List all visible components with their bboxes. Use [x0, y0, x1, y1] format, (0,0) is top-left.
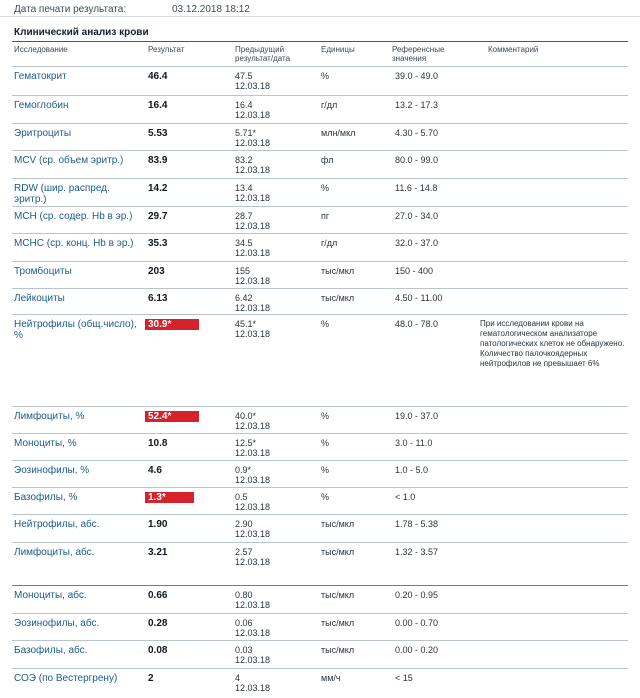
reference-range: 13.2 - 17.3 — [395, 100, 439, 110]
previous-date: 12.03.18 — [235, 529, 271, 539]
header-divider — [12, 41, 628, 42]
unit: тыс/мкл — [321, 618, 355, 628]
unit: пг — [321, 211, 330, 221]
previous-date: 12.03.18 — [235, 276, 271, 286]
previous-result — [235, 492, 270, 512]
result-value: 29.7 — [148, 211, 168, 222]
test-name: RDW (шир. распред. эритр.) — [14, 183, 110, 205]
previous-value: 6.42 — [235, 293, 253, 303]
row-divider — [12, 123, 628, 124]
reference-range: 0.00 - 0.70 — [395, 618, 439, 628]
reference-range: 39.0 - 49.0 — [395, 71, 439, 81]
reference-range: 0.20 - 0.95 — [395, 590, 439, 600]
header-result: Результат — [148, 45, 185, 54]
previous-value: 0.80 — [235, 590, 253, 600]
previous-value: 28.7 — [235, 211, 253, 221]
previous-result — [235, 519, 270, 539]
reference-range: 11.6 - 14.8 — [395, 183, 438, 193]
unit: % — [321, 411, 330, 421]
test-name: Моноциты, абс. — [14, 590, 87, 601]
result-value: 16.4 — [148, 100, 168, 111]
previous-value: 2.90 — [235, 519, 253, 529]
unit: % — [321, 465, 330, 475]
previous-date: 12.03.18 — [235, 421, 271, 431]
previous-result — [235, 155, 270, 175]
reference-range: 19.0 - 37.0 — [395, 411, 439, 421]
header-reference: Референсные значения — [392, 45, 445, 63]
result-value: 3.21 — [148, 547, 168, 558]
test-name: Гемоглобин — [14, 100, 69, 111]
reference-range: < 1.0 — [395, 492, 416, 502]
unit: г/дл — [321, 238, 338, 248]
reference-range: 80.0 - 99.0 — [395, 155, 439, 165]
result-value: 2 — [148, 673, 154, 684]
test-name: СОЭ (по Вестергрену) — [14, 673, 118, 684]
result-value: 35.3 — [148, 238, 168, 249]
row-divider — [12, 95, 628, 96]
row-divider — [12, 585, 628, 586]
test-name: Тромбоциты — [14, 266, 72, 277]
reference-range: 150 - 400 — [395, 266, 434, 276]
result-value: 83.9 — [148, 155, 168, 166]
row-divider — [12, 150, 628, 151]
row-divider — [12, 314, 628, 315]
previous-result — [235, 673, 270, 693]
unit: тыс/мкл — [321, 293, 355, 303]
result-value: 46.4 — [148, 71, 168, 82]
previous-value: 13.4 — [235, 183, 253, 193]
previous-date: 12.03.18 — [235, 475, 271, 485]
reference-range: 4.30 - 5.70 — [395, 128, 439, 138]
previous-result — [235, 319, 270, 339]
row-divider — [12, 206, 628, 207]
test-name: Лейкоциты — [14, 293, 65, 304]
print-date-line — [14, 4, 250, 15]
result-value: 0.08 — [148, 645, 168, 656]
previous-date: 12.03.18 — [235, 221, 271, 231]
previous-result — [235, 183, 270, 203]
test-name: Гематокрит — [14, 71, 67, 82]
result-value: 1.90 — [148, 519, 168, 530]
previous-value: 0.5 — [235, 492, 248, 502]
previous-date: 12.03.18 — [235, 329, 271, 339]
test-name: Эритроциты — [14, 128, 72, 139]
previous-value: 45.1* — [235, 319, 257, 329]
row-divider — [12, 514, 628, 515]
unit: тыс/мкл — [321, 266, 355, 276]
test-name: MCH (ср. содер. Hb в эр.) — [14, 211, 133, 222]
unit: тыс/мкл — [321, 547, 355, 557]
reference-range: 1.32 - 3.57 — [395, 547, 439, 557]
test-name: Базофилы, % — [14, 492, 78, 503]
previous-result — [235, 465, 270, 485]
row-divider — [12, 433, 628, 434]
test-name: Лимфоциты, абс. — [14, 547, 95, 558]
reference-range: 1.78 - 5.38 — [395, 519, 439, 529]
previous-result — [235, 618, 270, 638]
previous-date: 12.03.18 — [235, 303, 271, 313]
top-divider — [0, 16, 640, 17]
previous-date: 12.03.18 — [235, 683, 271, 693]
previous-result — [235, 293, 270, 313]
previous-date: 12.03.18 — [235, 448, 271, 458]
unit: % — [321, 71, 330, 81]
test-name: Лимфоциты, % — [14, 411, 85, 422]
result-value-flagged: 1.3* — [145, 492, 194, 503]
unit: % — [321, 183, 330, 193]
previous-value: 4 — [235, 673, 241, 683]
header-comment: Комментарий — [488, 45, 539, 54]
header-previous: Предыдущий результат/дата — [235, 45, 291, 63]
result-value: 6.13 — [148, 293, 168, 304]
row-divider — [12, 261, 628, 262]
unit: % — [321, 438, 330, 448]
previous-value: 0.9* — [235, 465, 252, 475]
previous-value: 47.5 — [235, 71, 253, 81]
previous-result — [235, 238, 270, 258]
previous-value: 34.5 — [235, 238, 253, 248]
previous-value: 0.06 — [235, 618, 253, 628]
row-divider — [12, 406, 628, 407]
previous-value: 155 — [235, 266, 251, 276]
row-divider — [12, 542, 628, 543]
previous-date: 12.03.18 — [235, 165, 271, 175]
result-value: 14.2 — [148, 183, 168, 194]
reference-range: 27.0 - 34.0 — [395, 211, 439, 221]
reference-range: 48.0 - 78.0 — [395, 319, 439, 329]
reference-range: 3.0 - 11.0 — [395, 438, 433, 448]
previous-value: 40.0* — [235, 411, 257, 421]
result-value: 4.6 — [148, 465, 162, 476]
reference-range: 32.0 - 37.0 — [395, 238, 439, 248]
row-divider — [12, 178, 628, 179]
previous-date: 12.03.18 — [235, 193, 271, 203]
result-value: 0.66 — [148, 590, 168, 601]
header-study: Исследование — [14, 45, 68, 54]
result-value: 203 — [148, 266, 165, 277]
row-divider — [12, 613, 628, 614]
reference-range: < 15 — [395, 673, 413, 683]
previous-date: 12.03.18 — [235, 110, 271, 120]
unit: тыс/мкл — [321, 519, 355, 529]
test-name: Базофилы, абс. — [14, 645, 88, 656]
row-divider — [12, 487, 628, 488]
test-name: Моноциты, % — [14, 438, 77, 449]
reference-range: 0.00 - 0.20 — [395, 645, 439, 655]
unit: % — [321, 319, 330, 329]
row-divider — [12, 288, 628, 289]
previous-result — [235, 590, 270, 610]
test-name: Нейтрофилы (общ.число), % — [14, 319, 137, 341]
previous-date: 12.03.18 — [235, 600, 271, 610]
test-name: Эозинофилы, абс. — [14, 618, 100, 629]
previous-date: 12.03.18 — [235, 502, 271, 512]
row-divider — [12, 233, 628, 234]
unit: мм/ч — [321, 673, 341, 683]
test-name: Нейтрофилы, абс. — [14, 519, 100, 530]
row-divider — [12, 640, 628, 641]
print-date-label: Дата печати результата: — [14, 4, 127, 15]
previous-result — [235, 547, 270, 567]
previous-date: 12.03.18 — [235, 655, 271, 665]
previous-date: 12.03.18 — [235, 248, 271, 258]
previous-result — [235, 100, 270, 120]
previous-date: 12.03.18 — [235, 138, 271, 148]
previous-value: 2.57 — [235, 547, 253, 557]
unit: г/дл — [321, 100, 338, 110]
previous-value: 5.71* — [235, 128, 257, 138]
previous-date: 12.03.18 — [235, 81, 271, 91]
comment-text: При исследовании крови на гематологическом анализаторе патологических клеток не обнаружено. Количество палочкоядерных нейтрофилов не превышает 6% — [480, 319, 625, 368]
result-value: 0.28 — [148, 618, 168, 629]
unit: тыс/мкл — [321, 590, 355, 600]
test-name: MCV (ср. объем эритр.) — [14, 155, 124, 166]
unit: фл — [321, 155, 334, 165]
print-date-value: 03.12.2018 18:12 — [172, 4, 250, 15]
reference-range: 4.50 - 11.00 — [395, 293, 443, 303]
reference-range: 1.0 - 5.0 — [395, 465, 429, 475]
previous-value: 16.4 — [235, 100, 253, 110]
unit: млн/мкл — [321, 128, 356, 138]
header-units: Единицы — [321, 45, 355, 54]
test-name: MCHC (ср. конц. Hb в эр.) — [14, 238, 134, 249]
previous-result — [235, 211, 270, 231]
result-value: 5.53 — [148, 128, 168, 139]
previous-result — [235, 411, 270, 431]
unit: % — [321, 492, 330, 502]
row-divider — [12, 66, 628, 67]
result-value-flagged: 30.9* — [145, 319, 199, 330]
section-title: Клинический анализ крови — [14, 27, 149, 38]
result-value-flagged: 52.4* — [145, 411, 199, 422]
test-name: Эозинофилы, % — [14, 465, 90, 476]
previous-date: 12.03.18 — [235, 628, 271, 638]
unit: тыс/мкл — [321, 645, 355, 655]
row-divider — [12, 668, 628, 669]
previous-result — [235, 128, 270, 148]
previous-date: 12.03.18 — [235, 557, 271, 567]
previous-result — [235, 645, 270, 665]
previous-value: 0.03 — [235, 645, 253, 655]
previous-result — [235, 71, 270, 91]
previous-value: 83.2 — [235, 155, 253, 165]
row-divider — [12, 460, 628, 461]
previous-value: 12.5* — [235, 438, 257, 448]
previous-result — [235, 266, 270, 286]
result-value: 10.8 — [148, 438, 168, 449]
previous-result — [235, 438, 270, 458]
